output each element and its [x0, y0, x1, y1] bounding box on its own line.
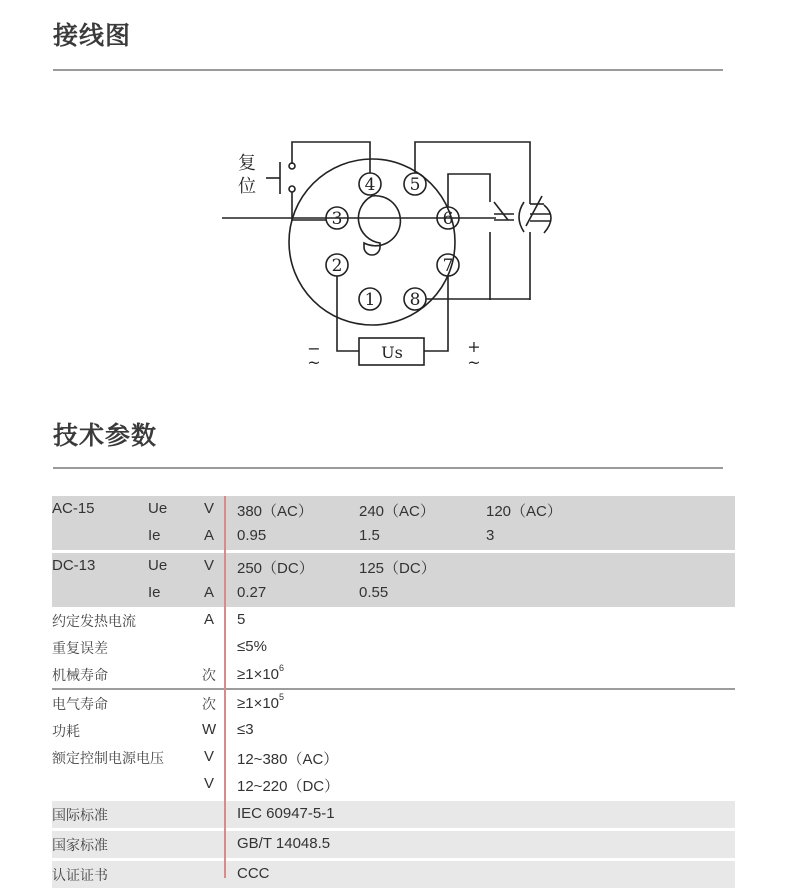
svg-text:8: 8	[409, 290, 421, 310]
param-name: 机械寿命	[52, 668, 108, 684]
svg-text:Us: Us	[381, 343, 403, 362]
value-base: ≥1×10	[237, 695, 280, 712]
value: 12~220（DC）	[237, 778, 340, 795]
symbol: Ie	[148, 584, 161, 601]
svg-text:1: 1	[364, 290, 376, 310]
unit: 次	[202, 697, 216, 713]
value	[237, 665, 284, 683]
table-row	[52, 496, 735, 523]
table-row	[52, 690, 735, 717]
value: ≤3	[237, 721, 254, 738]
value: ≤5%	[237, 638, 267, 655]
svg-text:−: −	[307, 339, 321, 358]
svg-text:6: 6	[442, 209, 454, 229]
wiring-diagram-title: 接线图	[53, 21, 132, 50]
svg-text:位: 位	[238, 176, 256, 197]
standard-value: IEC 60947-5-1	[237, 805, 335, 822]
table-row	[52, 580, 735, 607]
unit: V	[203, 775, 214, 792]
title-divider	[53, 69, 723, 71]
standard-value: GB/T 14048.5	[237, 835, 331, 852]
unit: V	[203, 557, 214, 574]
table-row	[52, 861, 735, 888]
value-exponent: 5	[279, 692, 285, 702]
value: 0.95	[237, 527, 267, 544]
value-exponent: 6	[279, 663, 285, 673]
tech-specs-title: 技术参数	[53, 421, 158, 450]
value: 0.55	[359, 584, 389, 601]
svg-text:7: 7	[442, 256, 454, 276]
unit: V	[203, 748, 214, 765]
unit: 次	[202, 668, 216, 684]
value: 1.5	[359, 527, 380, 544]
param-name: 重复误差	[52, 641, 108, 657]
symbol: Ue	[148, 557, 168, 574]
category-name: DC-13	[52, 557, 96, 574]
standard-name: 国家标准	[52, 838, 108, 854]
param-name: 电气寿命	[52, 697, 108, 713]
value: 5	[237, 611, 246, 628]
svg-text:3: 3	[331, 209, 343, 229]
column-divider	[224, 496, 226, 878]
table-row	[52, 771, 735, 798]
relay-socket-diagram	[222, 122, 572, 382]
value: 240（AC）	[359, 503, 435, 520]
table-row	[52, 831, 735, 858]
param-name: 约定发热电流	[52, 614, 136, 630]
unit: V	[203, 500, 214, 517]
svg-text:复: 复	[238, 153, 256, 174]
table-row	[52, 717, 735, 744]
table-row	[52, 661, 735, 688]
svg-text:+: +	[467, 337, 481, 356]
param-name: 功耗	[52, 724, 80, 740]
value: 12~380（AC）	[237, 751, 339, 768]
symbol: Ue	[148, 500, 168, 517]
unit: W	[202, 721, 217, 738]
value: 0.27	[237, 584, 267, 601]
unit: A	[203, 584, 214, 601]
svg-text:4: 4	[364, 175, 376, 195]
standard-value: CCC	[237, 865, 270, 882]
value-base: ≥1×10	[237, 666, 280, 683]
value: 3	[486, 527, 495, 544]
wiring-diagram	[222, 122, 572, 387]
svg-text:~: ~	[467, 353, 481, 372]
unit: A	[203, 611, 214, 628]
specs-table	[52, 496, 735, 888]
table-row	[52, 634, 735, 661]
table-row	[52, 607, 735, 634]
standard-name: 认证证书	[52, 868, 108, 884]
value: 125（DC）	[359, 560, 436, 577]
value: 380（AC）	[237, 503, 313, 520]
svg-text:2: 2	[331, 256, 343, 276]
symbol: Ie	[148, 527, 161, 544]
table-row	[52, 523, 735, 550]
table-row	[52, 553, 735, 580]
value	[237, 694, 284, 712]
table-row	[52, 744, 735, 771]
param-name: 额定控制电源电压	[52, 751, 164, 767]
svg-text:5: 5	[409, 175, 421, 195]
svg-text:~: ~	[307, 353, 321, 372]
unit: A	[203, 527, 214, 544]
value: 120（AC）	[486, 503, 562, 520]
specs-divider	[53, 467, 723, 469]
category-name: AC-15	[52, 500, 95, 517]
value: 250（DC）	[237, 560, 314, 577]
standard-name: 国际标准	[52, 808, 108, 824]
table-row	[52, 801, 735, 828]
